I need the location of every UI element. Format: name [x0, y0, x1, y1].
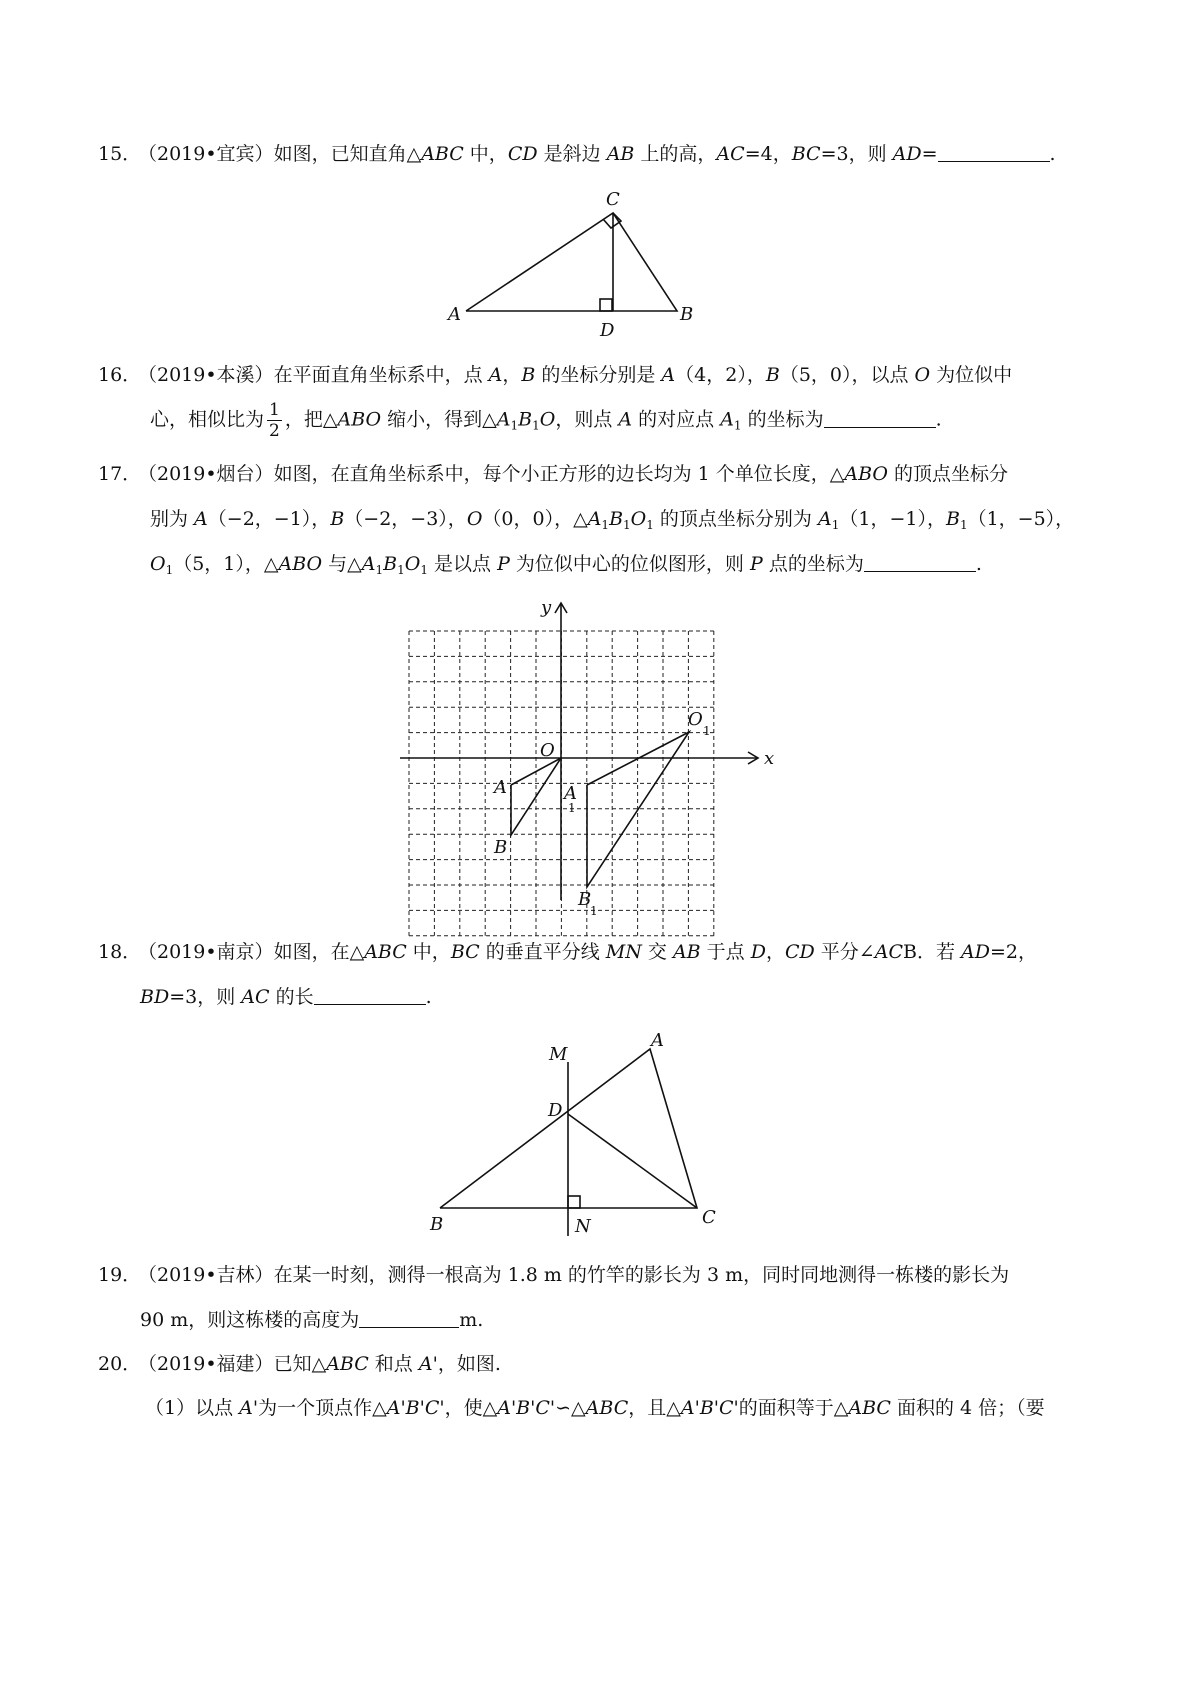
question-number: 16．	[98, 364, 142, 386]
subscript: 1	[532, 418, 540, 433]
text: B．若	[903, 941, 962, 963]
text: ，如图.	[437, 1353, 501, 1375]
math-var: A	[361, 553, 376, 575]
text: ，把△	[284, 408, 338, 431]
text: 别为	[150, 508, 195, 530]
text: 中，	[406, 941, 451, 963]
subscript: 1	[510, 418, 519, 433]
math-var: A	[496, 408, 511, 431]
text: 缩小，得到△	[381, 408, 497, 431]
question-source: （2019•吉林）	[138, 1264, 274, 1286]
text: （1）以点	[145, 1397, 240, 1419]
text: ，	[502, 364, 522, 386]
text: .	[975, 553, 982, 575]
math-var: O	[404, 553, 421, 575]
label-b: B	[430, 1214, 444, 1235]
label-a: A	[448, 304, 461, 325]
text: 的顶点坐标分	[887, 463, 1009, 485]
math-var: AD	[961, 941, 990, 963]
text: ∽△	[555, 1397, 586, 1419]
math-var: AB	[606, 143, 635, 165]
question-source: （2019•福建）	[138, 1353, 274, 1375]
text: 如图，在△	[273, 941, 365, 963]
text: =4，	[744, 143, 792, 165]
math-var: B	[518, 408, 533, 431]
subscript: 1	[831, 518, 840, 532]
math-var: O	[914, 364, 931, 386]
text: （−2，−3），	[344, 508, 467, 530]
math-var: D	[750, 941, 766, 963]
text: ，	[765, 941, 785, 963]
math-var: ABO	[278, 553, 323, 575]
math-var: MN	[605, 941, 642, 963]
text: 为一个顶点作△	[258, 1397, 387, 1419]
text: 的垂直平分线	[479, 941, 606, 963]
math-var: O	[539, 408, 556, 431]
text: 的面积等于△	[738, 1397, 849, 1419]
math-var: ABC	[364, 941, 407, 963]
math-var: AC	[716, 143, 745, 165]
math-var: B	[521, 364, 536, 386]
text: .	[935, 408, 942, 431]
math-var: A	[618, 408, 633, 431]
text: 如图，在直角坐标系中，每个小正方形的边长均为 1 个单位长度，△	[273, 463, 845, 485]
text: （1，−5），	[967, 508, 1075, 530]
question-20-part-1	[145, 1396, 1105, 1420]
answer-blank[interactable]	[359, 1309, 459, 1328]
subscript: 1	[375, 563, 384, 577]
text: 平分∠	[814, 941, 875, 963]
math-var: B	[945, 508, 960, 530]
text: 如图，已知直角△	[273, 143, 422, 165]
text: ，使△	[444, 1397, 498, 1419]
text: =	[921, 143, 938, 165]
question-number: 18．	[98, 941, 142, 963]
math-var: A	[488, 364, 503, 386]
text: 与△	[322, 553, 362, 575]
segment-dc	[568, 1114, 697, 1208]
label-b1: B	[578, 889, 592, 910]
math-var: A	[661, 364, 676, 386]
math-var: CD	[784, 941, 815, 963]
text: .	[1049, 143, 1056, 165]
subscript: 1	[959, 518, 968, 532]
math-var: ABO	[337, 408, 382, 431]
text: 的顶点坐标分别为	[653, 508, 818, 530]
math-var: A'B'C'	[386, 1397, 445, 1419]
math-var: BC	[791, 143, 821, 165]
text: 是以点	[428, 553, 498, 575]
question-number: 20．	[98, 1353, 142, 1375]
label-b: B	[494, 837, 508, 858]
label-x: x	[764, 748, 775, 769]
math-var: ABC	[421, 143, 464, 165]
text: 的对应点	[632, 408, 721, 431]
text: 90 m，则这栋楼的高度为	[140, 1309, 360, 1331]
label-a: A	[494, 777, 507, 798]
math-var: A	[720, 408, 734, 431]
math-var: O	[466, 508, 483, 530]
text: 在某一时刻，测得一根高为 1.8 m 的竹竿的影长为 3 m，同时同地测得一栋楼的影长为	[273, 1264, 1010, 1286]
question-number: 17．	[98, 463, 142, 485]
subscript: 1	[165, 563, 174, 577]
question-20	[98, 1352, 1108, 1376]
label-y: y	[541, 597, 552, 618]
label-a1: A	[564, 783, 577, 804]
text: .	[425, 986, 432, 1008]
text: 已知△	[273, 1353, 327, 1375]
right-angle-mark-n	[568, 1196, 580, 1208]
question-number: 15．	[98, 143, 142, 165]
numerator: 1	[269, 400, 280, 420]
math-var: AB	[672, 941, 701, 963]
question-19-line-2	[140, 1308, 1100, 1332]
question-19	[98, 1263, 1108, 1287]
subscript: 1	[601, 518, 610, 532]
text: ，且△	[628, 1397, 681, 1419]
text: 是斜边	[537, 143, 607, 165]
text: 在平面直角坐标系中，点	[273, 364, 489, 386]
math-var: A	[587, 508, 602, 530]
text: 点的坐标为	[762, 553, 864, 575]
text: =3，则	[169, 986, 242, 1008]
subscript: 1	[397, 563, 405, 577]
text: 的坐标分别是	[535, 364, 662, 386]
text: 的长	[269, 986, 314, 1008]
text: 中，	[463, 143, 508, 165]
math-var: ABC	[848, 1397, 891, 1419]
math-var: BC	[450, 941, 480, 963]
label-n: N	[575, 1216, 591, 1237]
label-a1-sub: 1	[568, 801, 576, 815]
label-b1-sub: 1	[590, 904, 598, 918]
question-source: （2019•烟台）	[138, 463, 274, 485]
math-var: AC	[241, 986, 270, 1008]
text: 和点	[368, 1353, 419, 1375]
math-var: A'	[418, 1353, 438, 1375]
text: =3，则	[820, 143, 893, 165]
label-d: D	[548, 1100, 563, 1121]
math-var: ABC	[326, 1353, 369, 1375]
label-c: C	[606, 189, 620, 210]
math-var: AC	[874, 941, 903, 963]
text: 的坐标为	[741, 408, 824, 431]
label-d: D	[600, 320, 615, 341]
text: 心，相似比为	[150, 408, 265, 431]
text: 上的高，	[634, 143, 717, 165]
label-b: B	[680, 304, 694, 325]
text: 面积的 4 倍；（要	[890, 1397, 1045, 1419]
math-var: ABO	[844, 463, 888, 485]
math-var: B	[765, 364, 780, 386]
math-var: O	[150, 553, 166, 575]
text: ，则点	[555, 408, 619, 431]
label-o: O	[540, 740, 555, 761]
math-var: P	[497, 553, 510, 575]
label-o1: O	[688, 709, 703, 730]
math-var: B	[383, 553, 398, 575]
math-var: A'	[239, 1397, 259, 1419]
math-var: A'B'C'	[497, 1397, 556, 1419]
text: （4，2），	[675, 364, 766, 386]
subscript: 1	[733, 418, 742, 433]
subscript: 1	[420, 563, 428, 577]
text: （5，1），△	[173, 553, 279, 575]
label-c: C	[702, 1207, 716, 1228]
question-source: （2019•本溪）	[138, 364, 274, 386]
text: m.	[459, 1309, 484, 1331]
math-var: A'B'C'	[680, 1397, 739, 1419]
text: （5，0），以点	[779, 364, 915, 386]
math-var: A	[194, 508, 208, 530]
text: 为位似中	[930, 364, 1013, 386]
subscript: 1	[623, 518, 631, 532]
math-var: AD	[892, 143, 922, 165]
text: 为位似中心的位似图形，则	[509, 553, 750, 575]
subscript: 1	[646, 518, 654, 532]
text: =2，	[989, 941, 1037, 963]
question-source: （2019•宜宾）	[138, 143, 274, 165]
question-number: 19．	[98, 1264, 142, 1286]
text: 交	[641, 941, 673, 963]
math-var: A	[817, 508, 832, 530]
math-var: B	[609, 508, 624, 530]
math-var: B	[330, 508, 345, 530]
label-m: M	[549, 1044, 568, 1065]
label-o1-sub: 1	[703, 724, 711, 738]
math-var: O	[630, 508, 647, 530]
text: 于点	[700, 941, 751, 963]
math-var: ABC	[585, 1397, 629, 1419]
question-source: （2019•南京）	[138, 941, 274, 963]
denominator: 2	[269, 421, 280, 441]
label-a: A	[651, 1030, 664, 1051]
text: （0，0），△	[482, 508, 588, 530]
text: （1，−1），	[839, 508, 946, 530]
math-var: BD	[140, 986, 170, 1008]
math-var: P	[749, 553, 763, 575]
math-var: CD	[507, 143, 538, 165]
text: （−2，−1），	[207, 508, 331, 530]
